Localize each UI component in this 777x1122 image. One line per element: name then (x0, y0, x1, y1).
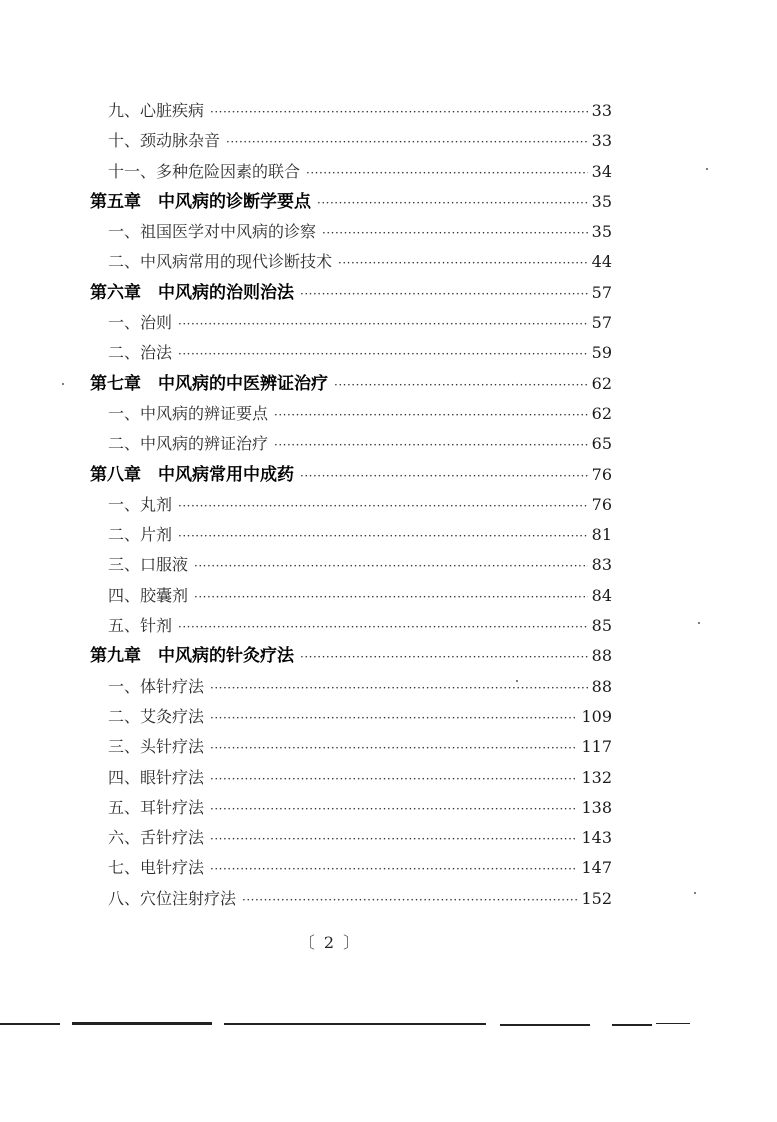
toc-entry-page: 147 (581, 858, 612, 878)
table-of-contents (90, 96, 612, 914)
toc-entry-page: 88 (591, 646, 612, 666)
toc-entry-title: 二、中风病常用的现代诊断技术 (108, 252, 333, 272)
scan-speck (516, 680, 518, 682)
scan-line-segment (224, 1023, 486, 1025)
toc-entry-title: 八、穴位注射疗法 (108, 888, 237, 908)
dot-leader (210, 703, 577, 733)
toc-entry-title: 十、颈动脉杂音 (108, 131, 221, 151)
toc-section-entry (90, 308, 612, 338)
toc-entry-page: 35 (591, 222, 612, 242)
toc-entry-page: 57 (591, 313, 612, 333)
dot-leader (306, 158, 588, 188)
toc-entry-page: 76 (591, 464, 612, 484)
toc-section-entry (90, 672, 612, 702)
scan-line-segment (656, 1023, 690, 1024)
toc-entry-title: 第七章 中风病的中医辨证治疗 (90, 373, 328, 394)
toc-entry-title: 三、口服液 (108, 555, 189, 575)
toc-section-entry (90, 550, 612, 580)
toc-entry-title: 四、胶囊剂 (108, 585, 189, 605)
dot-leader (210, 733, 577, 763)
toc-section-entry (90, 793, 612, 823)
dot-leader (226, 127, 588, 157)
dot-leader (210, 764, 577, 794)
dot-leader (317, 188, 588, 218)
toc-chapter-entry (90, 369, 612, 399)
toc-entry-page: 62 (591, 403, 612, 423)
dot-leader (300, 279, 588, 309)
toc-entry-page: 132 (581, 767, 612, 787)
toc-section-entry (90, 520, 612, 550)
toc-entry-title: 一、祖国医学对中风病的诊察 (108, 222, 317, 242)
dot-leader (178, 309, 588, 339)
toc-section-entry (90, 157, 612, 187)
toc-entry-title: 二、治法 (108, 343, 173, 363)
scan-speck (698, 622, 700, 624)
toc-section-entry (90, 853, 612, 883)
scan-speck (62, 383, 64, 385)
toc-entry-title: 第八章 中风病常用中成药 (90, 464, 294, 485)
dot-leader (210, 794, 577, 824)
toc-entry-title: 七、电针疗法 (108, 858, 205, 878)
dot-leader (322, 218, 588, 248)
toc-entry-title: 二、艾灸疗法 (108, 706, 205, 726)
toc-entry-title: 第九章 中风病的针灸疗法 (90, 646, 294, 667)
scan-line-segment (500, 1024, 590, 1026)
toc-section-entry (90, 702, 612, 732)
toc-entry-page: 143 (581, 828, 612, 848)
toc-entry-page: 76 (591, 494, 612, 514)
dot-leader (210, 97, 588, 127)
dot-leader (300, 461, 588, 491)
scan-speck (694, 892, 696, 894)
dot-leader (210, 854, 577, 884)
toc-entry-title: 四、眼针疗法 (108, 767, 205, 787)
toc-entry-page: 109 (581, 706, 612, 726)
toc-entry-page: 138 (581, 797, 612, 817)
dot-leader (300, 642, 588, 672)
toc-chapter-entry (90, 187, 612, 217)
dot-leader (194, 582, 588, 612)
toc-entry-title: 一、中风病的辨证要点 (108, 403, 269, 423)
dot-leader (274, 430, 588, 460)
page-number: 〔 2 〕 (298, 933, 362, 952)
toc-section-entry (90, 429, 612, 459)
toc-section-entry (90, 399, 612, 429)
toc-entry-title: 二、中风病的辨证治疗 (108, 434, 269, 454)
toc-chapter-entry (90, 278, 612, 308)
dot-leader (274, 400, 588, 430)
dot-leader (178, 612, 588, 642)
toc-chapter-entry (90, 641, 612, 671)
toc-section-entry (90, 217, 612, 247)
scan-line-segment (72, 1022, 212, 1025)
toc-section-entry (90, 96, 612, 126)
toc-section-entry (90, 763, 612, 793)
toc-entry-page: 33 (591, 131, 612, 151)
dot-leader (210, 673, 588, 703)
toc-section-entry (90, 338, 612, 368)
dot-leader (210, 824, 577, 854)
scan-edge-lines (0, 1020, 777, 1028)
toc-entry-title: 一、治则 (108, 313, 173, 333)
toc-section-entry (90, 490, 612, 520)
toc-section-entry (90, 581, 612, 611)
toc-entry-title: 二、片剂 (108, 525, 173, 545)
toc-entry-page: 44 (591, 252, 612, 272)
toc-entry-title: 五、耳针疗法 (108, 797, 205, 817)
toc-entry-page: 117 (581, 737, 612, 757)
toc-entry-title: 第五章 中风病的诊断学要点 (90, 191, 311, 212)
toc-entry-page: 59 (591, 343, 612, 363)
dot-leader (178, 491, 588, 521)
toc-section-entry (90, 884, 612, 914)
dot-leader (334, 370, 588, 400)
toc-entry-page: 65 (591, 434, 612, 454)
dot-leader (178, 521, 588, 551)
toc-section-entry (90, 126, 612, 156)
toc-entry-page: 33 (591, 101, 612, 120)
toc-entry-page: 35 (591, 191, 612, 211)
dot-leader (338, 248, 588, 278)
toc-entry-title: 五、针剂 (108, 616, 173, 636)
toc-entry-page: 152 (581, 888, 612, 908)
toc-section-entry (90, 611, 612, 641)
toc-entry-title: 十一、多种危险因素的联合 (108, 161, 301, 181)
toc-entry-title: 第六章 中风病的治则治法 (90, 282, 294, 303)
toc-section-entry (90, 823, 612, 853)
scan-speck (706, 168, 708, 170)
toc-entry-page: 34 (591, 161, 612, 181)
toc-entry-page: 57 (591, 282, 612, 302)
toc-entry-page: 83 (591, 555, 612, 575)
dot-leader (178, 339, 588, 369)
scan-line-segment (612, 1024, 652, 1026)
toc-entry-title: 一、丸剂 (108, 494, 173, 514)
toc-entry-page: 84 (591, 585, 612, 605)
toc-entry-title: 六、舌针疗法 (108, 828, 205, 848)
toc-entry-page: 88 (591, 676, 612, 696)
dot-leader (194, 551, 588, 581)
toc-entry-page: 62 (591, 373, 612, 393)
dot-leader (242, 885, 577, 915)
toc-entry-title: 一、体针疗法 (108, 676, 205, 696)
toc-entry-page: 81 (591, 525, 612, 545)
toc-chapter-entry (90, 460, 612, 490)
toc-entry-page: 85 (591, 616, 612, 636)
toc-entry-title: 九、心脏疾病 (108, 101, 205, 120)
toc-section-entry (90, 732, 612, 762)
toc-section-entry (90, 247, 612, 277)
scan-line-segment (0, 1023, 60, 1025)
toc-entry-title: 三、头针疗法 (108, 737, 205, 757)
